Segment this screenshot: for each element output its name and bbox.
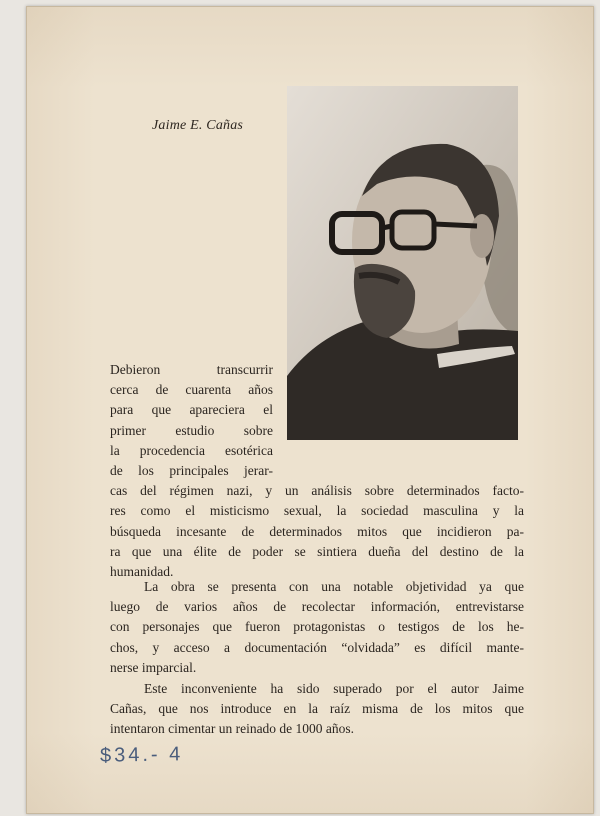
text-line: intentaron cimentar un reinado de 1000 años. [110, 721, 355, 737]
text-line: humanidad. [110, 564, 174, 580]
paragraph-3 [110, 679, 524, 740]
text-line: Cañas, que nos introduce en la raíz misma de los mitos que [110, 701, 524, 717]
text-line: la procedencia esotérica [110, 442, 273, 458]
text-line: primer estudio sobre [110, 422, 273, 438]
paragraph-2 [110, 577, 524, 678]
text-line: con personajes que fueron protagonistas o testigos de los he- [110, 619, 524, 635]
text-line: nerse imparcial. [110, 659, 197, 675]
text-line: cerca de cuarenta años [110, 382, 273, 398]
text-line: ra que una élite de poder se sintiera dueña del destino de la [110, 543, 524, 559]
text-line: para que apareciera el [110, 402, 273, 418]
author-name: Jaime E. Cañas [152, 118, 244, 133]
handwritten-price-mark: $34.- 4 [99, 743, 184, 767]
text-line: de los principales jerar- [110, 463, 273, 479]
text-line: Debieron transcurrir [110, 362, 273, 377]
text-line: búsqueda incesante de determinados mitos que incidieron pa- [110, 523, 524, 539]
text-line: La obra se presenta con una notable objetividad ya que [144, 579, 524, 594]
text-line: cas del régimen nazi, y un análisis sobre determinados facto- [110, 483, 524, 499]
text-line: chos, y acceso a documentación “olvidada” es difícil mante- [110, 639, 524, 655]
text-line: luego de varios años de recolectar información, entrevistarse [110, 599, 524, 615]
text-line: Este inconveniente ha sido superado por el autor Jaime [144, 681, 524, 696]
text-line: res como el misticismo sexual, la sociedad masculina y la [110, 503, 524, 519]
paragraph-1 [110, 360, 524, 582]
